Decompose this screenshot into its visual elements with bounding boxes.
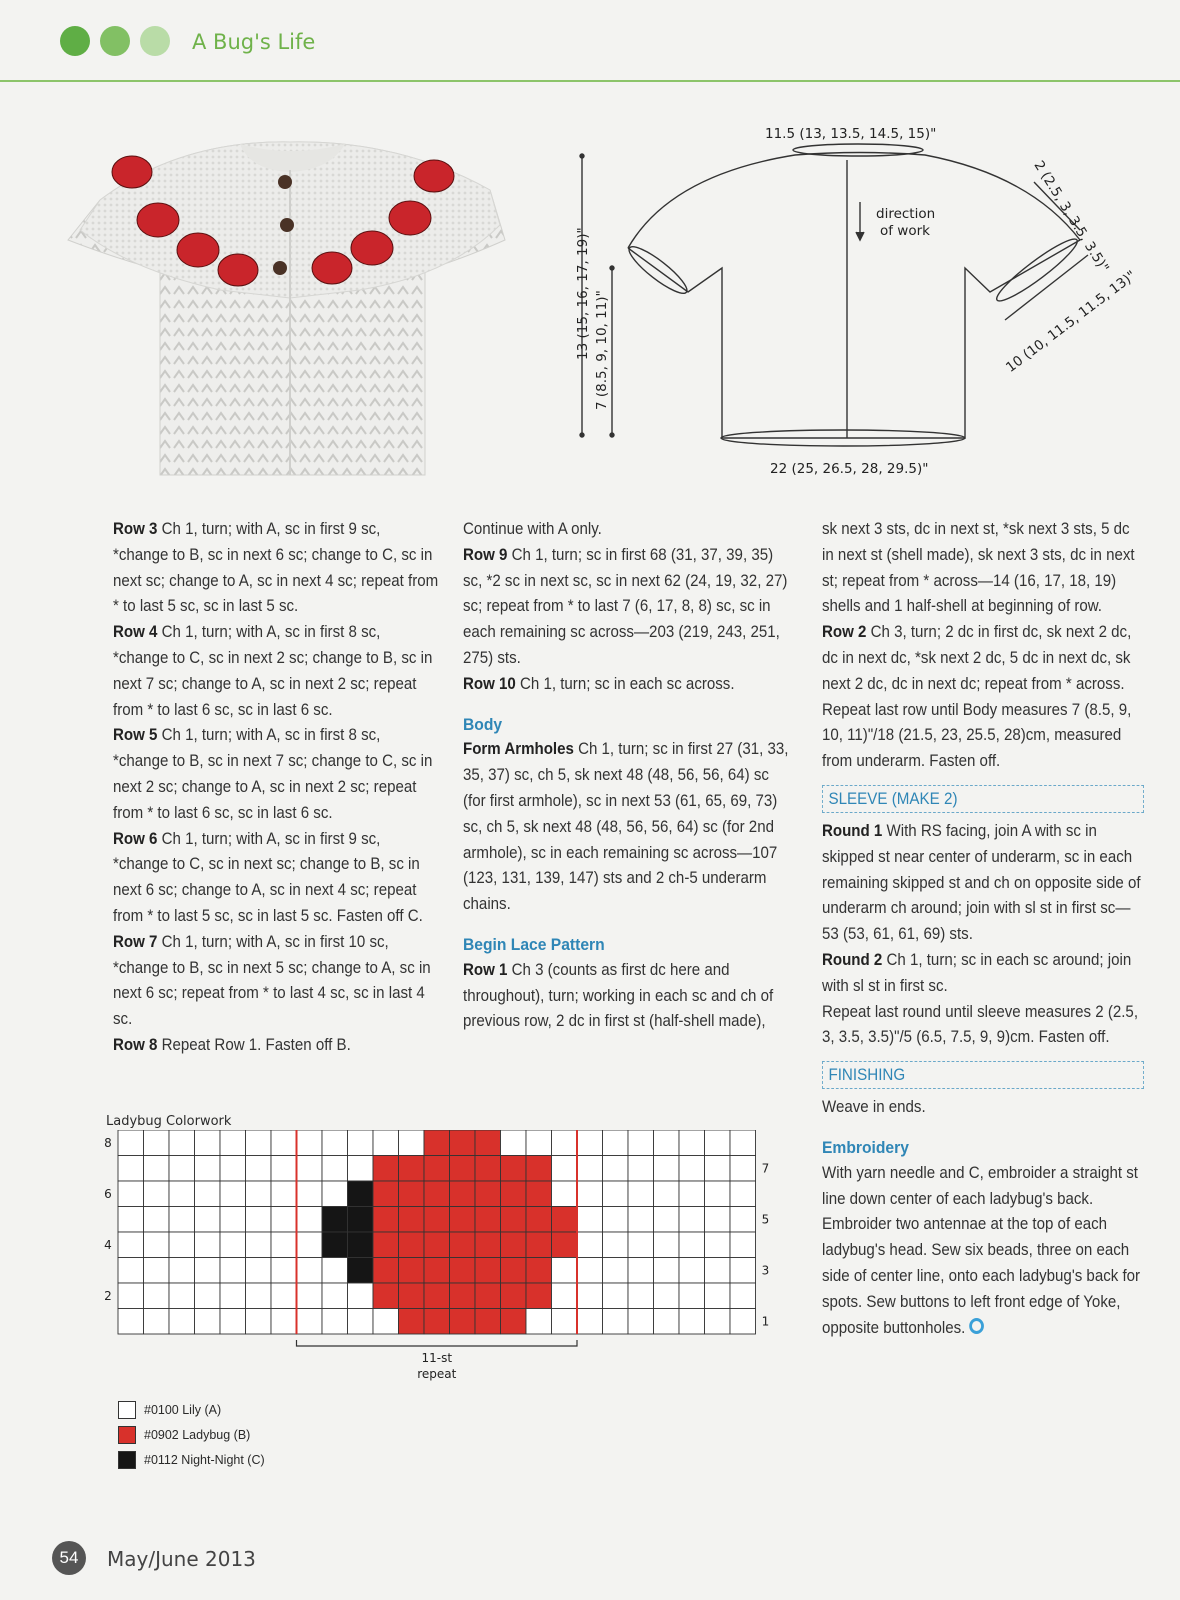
chart-cell [118,1283,144,1309]
chart-cell [348,1283,374,1309]
repeat-label: 11-st [421,1351,453,1365]
chart-cell [552,1181,578,1207]
body-text: Repeat last round until sleeve measures 2 (2.5, 3, 3.5, 3.5)"/5 (6.5, 7.5, 9, 9)cm. Fasten off. [822,1002,1139,1047]
chart-cell [399,1130,425,1156]
garment-schematic [560,120,1150,490]
chart-cell [628,1156,654,1182]
chart-cell [577,1181,603,1207]
chart-cell [246,1130,272,1156]
chart-cell [705,1258,731,1284]
chart-cell [373,1258,399,1284]
repeat-label: repeat [417,1367,457,1381]
chart-cell [271,1258,297,1284]
chart-cell [348,1309,374,1335]
chart-cell [654,1207,680,1233]
chart-cell [195,1156,221,1182]
chart-cell [399,1156,425,1182]
header-dots [60,26,170,56]
chart-cell [373,1232,399,1258]
end-mark-icon [970,1318,985,1334]
chart-cell [679,1156,705,1182]
underarm-measurement: 7 (8.5, 9, 10, 11)" [594,290,610,410]
running-title: A Bug's Life [192,30,316,54]
chart-cell [118,1181,144,1207]
chart-cell [424,1283,450,1309]
pattern-row: Row 6 Ch 1, turn; with A, sc in first 9 sc, *change to C, sc in next sc; change to B, sc in next 6 sc; change to A, sc in next 4 sc; repeat from * to last 5 sc, sc in last 5 sc. Fasten off C. [113,829,423,925]
chart-cell [297,1232,323,1258]
pattern-row: Round 1 With RS facing, join A with sc in skipped st near center of underarm, sc in each remaining skipped st and ch on opposite side of underarm ch around; join with sl st in first sc—53 (53, 61, 61, 69) sts. [822,821,1141,944]
header-dot [60,26,90,56]
chart-cell [526,1283,552,1309]
chart-cell [603,1232,629,1258]
chart-cell [501,1309,527,1335]
chart-cell [450,1283,476,1309]
chart-cell [144,1232,170,1258]
chart-cell [169,1156,195,1182]
row-number-label: 2 [104,1289,112,1303]
chart-cell [730,1207,756,1233]
chart-cell [322,1258,348,1284]
chart-cell [654,1283,680,1309]
chart-cell [526,1156,552,1182]
chart-cell [399,1309,425,1335]
chart-cell [450,1232,476,1258]
chart-cell [373,1309,399,1335]
chart-cell [654,1156,680,1182]
chart-cell [475,1283,501,1309]
chart-cell [195,1181,221,1207]
chart-cell [297,1309,323,1335]
chart-cell [705,1130,731,1156]
body-text: With yarn needle and C, embroider a straight st line down center of each ladybug's back. Embroider two antennae at the top of each ladybug's head. Sew six beads, three on each side of center line, onto each ladybug's back for spots. Sew buttons to left front edge of Yoke, opposite buttonholes. [822,1163,1141,1337]
sweater-photo [60,130,520,490]
chart-cell [552,1232,578,1258]
chart-cell [526,1130,552,1156]
chart-cell [271,1309,297,1335]
chart-cell [628,1232,654,1258]
chart-cell [297,1283,323,1309]
colorwork-chart [100,1130,790,1390]
chart-legend [118,1397,265,1472]
chart-cell [730,1309,756,1335]
chart-cell [271,1283,297,1309]
chart-cell [195,1258,221,1284]
chart-cell [501,1156,527,1182]
chart-cell [705,1309,731,1335]
chart-cell [475,1207,501,1233]
chart-cell [577,1309,603,1335]
section-heading-sleeve: SLEEVE (MAKE 2) [822,785,1144,813]
chart-cell [118,1232,144,1258]
chart-cell [424,1207,450,1233]
chart-cell [144,1207,170,1233]
chart-cell [450,1258,476,1284]
chart-cell [654,1130,680,1156]
chart-cell [220,1309,246,1335]
chart-cell [348,1156,374,1182]
chart-cell [450,1181,476,1207]
chart-cell [144,1130,170,1156]
column-3 [822,517,1144,1341]
chart-cell [705,1181,731,1207]
chart-cell [628,1130,654,1156]
legend-item: #0112 Night-Night (C) [118,1447,265,1472]
chart-cell [603,1130,629,1156]
row-number-label: 5 [761,1212,770,1227]
chart-cell [195,1130,221,1156]
chart-cell [373,1207,399,1233]
pattern-row: Form Armholes Ch 1, turn; sc in first 27 (31, 33, 35, 37) sc, ch 5, sk next 48 (48, 56, 56, 64) sc (for first armhole), sc in next 53 (61, 65, 69, 73) sc, ch 5, sk next 48 (48, 56, 56, 64) sc (for 2nd armhole), sc in each remaining sc across—107 (123, 131, 139, 147) sts and 2 ch-5 underarm chains. [463,740,789,914]
chart-cell [628,1283,654,1309]
chart-cell [246,1309,272,1335]
chart-cell [603,1309,629,1335]
row-number-label: 7 [761,1161,770,1176]
chart-cell [475,1258,501,1284]
chart-cell [705,1283,731,1309]
chart-cell [526,1258,552,1284]
direction-label: of work [880,223,930,239]
pattern-row: Row 5 Ch 1, turn; with A, sc in first 8 sc, *change to B, sc in next 7 sc; change to C, sc in next 2 sc; change to A, sc in next 2 sc; repeat from * to last 6 sc, sc in last 6 sc. [113,726,433,822]
chart-cell [730,1156,756,1182]
chart-cell [322,1156,348,1182]
pattern-row: Row 10 Ch 1, turn; sc in each sc across. [463,674,735,693]
chart-cell [705,1156,731,1182]
length-measurement: 13 (15, 16, 17, 19)" [575,227,591,360]
chart-cell [450,1156,476,1182]
chart-cell [705,1232,731,1258]
chart-cell [399,1181,425,1207]
body-text: Continue with A only. [463,520,602,538]
issue-date: May/June 2013 [107,1547,256,1571]
chart-cell [552,1207,578,1233]
chart-cell [654,1309,680,1335]
chart-cell [552,1258,578,1284]
chart-cell [475,1181,501,1207]
pattern-row: Row 8 Repeat Row 1. Fasten off B. [113,1035,351,1054]
chart-cell [654,1232,680,1258]
chart-cell [577,1207,603,1233]
chart-cell [220,1130,246,1156]
sleeve-measurement: 10 (10, 11.5, 11.5, 13)" [1003,267,1140,376]
chart-cell [169,1130,195,1156]
chart-cell [450,1309,476,1335]
page-number: 54 [52,1541,86,1575]
chart-cell [628,1258,654,1284]
chart-cell [501,1283,527,1309]
chart-cell [297,1156,323,1182]
pattern-row: Row 3 Ch 1, turn; with A, sc in first 9 sc, *change to B, sc in next 6 sc; change to C, sc in next sc; change to A, sc in next 4 sc; repeat from * to last 5 sc, sc in last 5 sc. [113,520,439,616]
row-number-label: 1 [761,1314,770,1329]
chart-cell [526,1232,552,1258]
chart-cell [501,1207,527,1233]
chart-cell [424,1181,450,1207]
chart-cell [118,1130,144,1156]
chart-cell [526,1181,552,1207]
chart-title: Ladybug Colorwork [106,1114,232,1129]
chart-cell [654,1258,680,1284]
chart-cell [246,1283,272,1309]
chart-cell [373,1181,399,1207]
chart-cell [220,1258,246,1284]
chart-cell [705,1207,731,1233]
chart-cell [424,1232,450,1258]
chart-cell [297,1181,323,1207]
chart-cell [144,1156,170,1182]
chart-cell [195,1232,221,1258]
chart-cell [348,1232,374,1258]
legend-swatch [118,1401,136,1419]
column-1 [113,517,440,1059]
chart-cell [246,1258,272,1284]
chart-cell [577,1258,603,1284]
chart-cell [169,1283,195,1309]
chart-cell [348,1258,374,1284]
chart-cell [348,1130,374,1156]
neck-measurement: 11.5 (13, 13.5, 14.5, 15)" [765,126,937,142]
chart-cell [552,1283,578,1309]
header-dot [100,26,130,56]
chart-cell [322,1207,348,1233]
chart-cell [322,1283,348,1309]
chart-cell [730,1130,756,1156]
row-number-label: 4 [104,1238,112,1252]
chart-cell [399,1258,425,1284]
chart-cell [322,1232,348,1258]
chart-cell [297,1130,323,1156]
pattern-row: Row 7 Ch 1, turn; with A, sc in first 10 sc, *change to B, sc in next 5 sc; change to A, sc in next 6 sc; repeat from * to last 4 sc, sc in last 4 sc. [113,932,431,1029]
chart-cell [577,1283,603,1309]
shoulder-measurement: 2 (2.5, 3, 3.5, 3.5)" [1030,158,1113,276]
chart-cell [577,1156,603,1182]
chart-cell [348,1207,374,1233]
section-heading-finishing: FINISHING [822,1061,1144,1089]
chart-cell [297,1258,323,1284]
legend-swatch [118,1451,136,1469]
chart-cell [628,1181,654,1207]
chart-cell [679,1181,705,1207]
pattern-row: Row 4 Ch 1, turn; with A, sc in first 8 sc, *change to C, sc in next 2 sc; change to B, sc in next 7 sc; change to A, sc in next 2 sc; repeat from * to last 6 sc, sc in last 6 sc. [113,623,433,719]
chart-cell [195,1207,221,1233]
chart-cell [628,1309,654,1335]
chart-cell [450,1207,476,1233]
chart-cell [118,1309,144,1335]
row-number-label: 6 [104,1187,112,1201]
chart-cell [399,1232,425,1258]
chart-cell [195,1309,221,1335]
chart-cell [169,1258,195,1284]
chart-cell [271,1207,297,1233]
chart-cell [603,1156,629,1182]
chart-cell [118,1258,144,1284]
chart-cell [679,1207,705,1233]
chart-cell [475,1309,501,1335]
chart-cell [322,1309,348,1335]
direction-label: direction [876,206,936,222]
chart-cell [424,1258,450,1284]
chart-cell [348,1181,374,1207]
chart-cell [322,1130,348,1156]
chart-cell [501,1181,527,1207]
body-text: Repeat last row until Body measures 7 (8.5, 9, 10, 11)"/18 (21.5, 23, 25.5, 28)cm, measured from underarm. Fasten off. [822,700,1132,771]
chart-cell [501,1232,527,1258]
chart-cell [399,1207,425,1233]
chart-cell [373,1283,399,1309]
legend-swatch [118,1426,136,1444]
chart-cell [169,1181,195,1207]
repeat-bracket [297,1340,578,1346]
chart-cell [552,1156,578,1182]
chart-cell [424,1156,450,1182]
chart-cell [373,1156,399,1182]
row-number-label: 3 [761,1263,770,1278]
header-rule [0,80,1180,82]
chart-cell [552,1130,578,1156]
chart-cell [501,1130,527,1156]
chart-cell [730,1283,756,1309]
column-2 [463,517,790,1035]
chart-cell [297,1207,323,1233]
chart-cell [271,1130,297,1156]
chart-cell [475,1130,501,1156]
chart-cell [271,1232,297,1258]
pattern-row: Row 9 Ch 1, turn; sc in first 68 (31, 37, 39, 35) sc, *2 sc in next sc, sc in next 62 (24, 19, 32, 27) sc; repeat from * to last 7 (6, 17, 8, 8) sc, sc in each remaining sc across—203 (219, 243, 251, 275) sts. [463,545,788,667]
body-text: Weave in ends. [822,1098,926,1117]
section-heading-body: Body [463,714,503,734]
chart-cell [220,1207,246,1233]
chart-cell [399,1283,425,1309]
chart-cell [424,1130,450,1156]
chart-cell [144,1258,170,1284]
pattern-row: Row 1 Ch 3 (counts as first dc here and throughout), turn; working in each sc and ch of previous row, 2 dc in first st (half-shell made), [463,960,774,1031]
chart-cell [118,1207,144,1233]
chart-cell [577,1232,603,1258]
chart-cell [730,1181,756,1207]
chest-measurement: 22 (25, 26.5, 28, 29.5)" [770,461,929,477]
chart-cell [169,1207,195,1233]
chart-cell [526,1309,552,1335]
chart-cell [730,1232,756,1258]
chart-cell [654,1181,680,1207]
chart-cell [373,1130,399,1156]
chart-cell [322,1181,348,1207]
section-heading-lace: Begin Lace Pattern [463,934,605,954]
section-heading-embroidery: Embroidery [822,1137,909,1157]
chart-cell [246,1156,272,1182]
chart-cell [118,1156,144,1182]
chart-cell [246,1207,272,1233]
chart-cell [603,1207,629,1233]
chart-cell [603,1258,629,1284]
chart-cell [603,1283,629,1309]
chart-cell [220,1283,246,1309]
chart-cell [271,1156,297,1182]
chart-cell [144,1283,170,1309]
chart-cell [144,1309,170,1335]
chart-cell [271,1181,297,1207]
body-text: sk next 3 sts, dc in next st, *sk next 3 sts, 5 dc in next st (shell made), sk next 3 sts, dc in next st; repeat from * across—14 (16, 17, 18, 19) shells and 1 half-shell at beginning of row. [822,520,1135,616]
chart-cell [450,1130,476,1156]
chart-cell [679,1283,705,1309]
chart-cell [169,1232,195,1258]
legend-item: #0100 Lily (A) [118,1397,265,1422]
chart-cell [246,1181,272,1207]
chart-cell [475,1232,501,1258]
chart-cell [195,1283,221,1309]
chart-cell [424,1309,450,1335]
chart-cell [501,1258,527,1284]
chart-cell [628,1207,654,1233]
chart-cell [220,1232,246,1258]
chart-cell [603,1181,629,1207]
chart-cell [526,1207,552,1233]
chart-cell [220,1156,246,1182]
chart-cell [679,1309,705,1335]
chart-cell [220,1181,246,1207]
pattern-row: Row 2 Ch 3, turn; 2 dc in first dc, sk next 2 dc, dc in next dc, *sk next 2 dc, 5 dc in next dc, sk next 2 dc, dc in next dc; repeat from * across. [822,623,1132,693]
chart-cell [169,1309,195,1335]
chart-cell [475,1156,501,1182]
header-dot [140,26,170,56]
chart-cell [679,1130,705,1156]
row-number-label: 8 [104,1136,112,1150]
chart-cell [679,1258,705,1284]
chart-cell [552,1309,578,1335]
pattern-row: Round 2 Ch 1, turn; sc in each sc around; join with sl st in first sc. [822,950,1132,995]
chart-cell [144,1181,170,1207]
legend-item: #0902 Ladybug (B) [118,1422,265,1447]
chart-cell [577,1130,603,1156]
chart-cell [730,1258,756,1284]
chart-cell [679,1232,705,1258]
chart-cell [246,1232,272,1258]
